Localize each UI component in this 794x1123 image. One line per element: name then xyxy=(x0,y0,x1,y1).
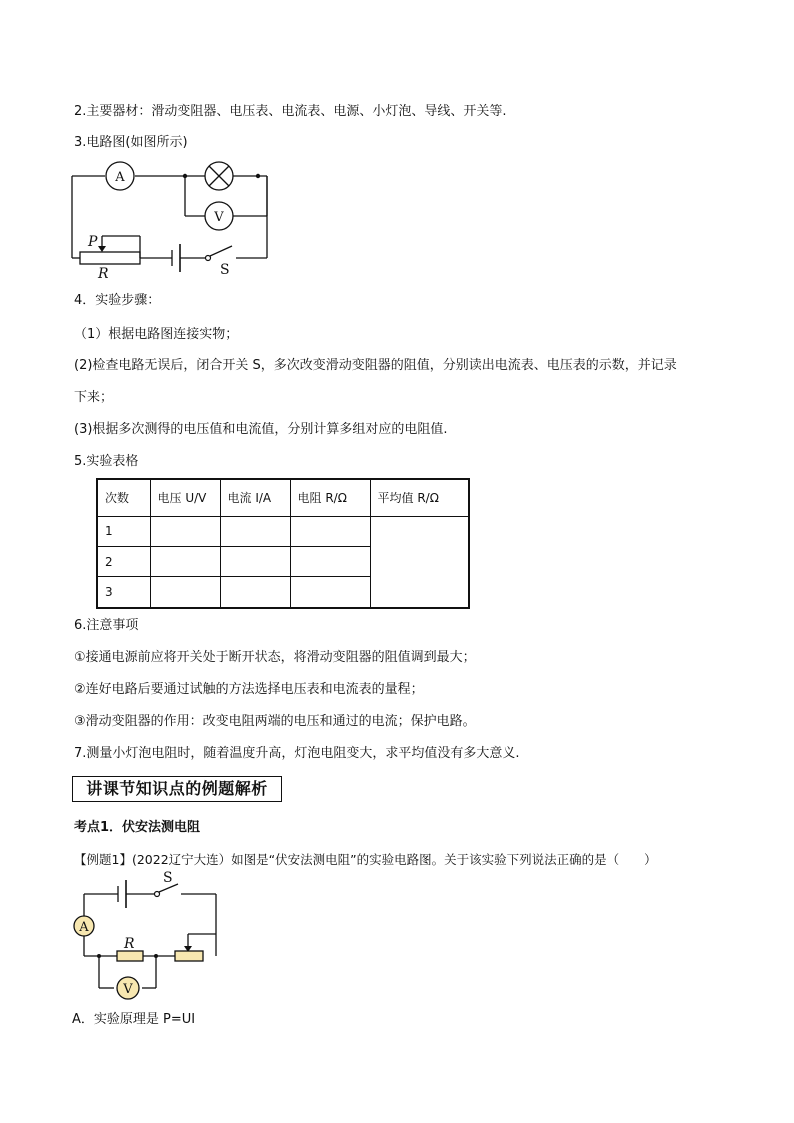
table-cell xyxy=(220,577,290,608)
table-header-cell: 电阻 R/Ω xyxy=(290,479,370,516)
note-7: 7.测量小灯泡电阻时，随着温度升高，灯泡电阻变大，求平均值没有多大意义. xyxy=(74,746,520,761)
table-cell xyxy=(290,577,370,608)
circuit-diagram-1 xyxy=(60,160,300,280)
step-3: (3)根据多次测得的电压值和电流值，分别计算多组对应的电阻值. xyxy=(74,422,448,437)
note-1: ①接通电源前应将开关处于断开状态，将滑动变阻器的阻值调到最大； xyxy=(74,650,476,665)
resistor-label: R xyxy=(98,266,109,282)
table-header-cell: 平均值 R/Ω xyxy=(370,479,469,516)
note-2: ②连好电路后要通过试触的方法选择电压表和电流表的量程； xyxy=(74,682,424,697)
ammeter-label: A xyxy=(115,170,125,185)
trial-number: 3 xyxy=(97,577,150,608)
switch-label: S xyxy=(163,870,173,886)
steps-title: 4．实验步骤： xyxy=(74,293,161,308)
table-cell xyxy=(220,516,290,546)
topic-heading: 考点1．伏安法测电阻 xyxy=(74,820,201,835)
slider-label: P xyxy=(88,234,98,250)
table-header-row xyxy=(97,479,469,516)
section-banner: 讲课节知识点的例题解析 xyxy=(72,776,282,802)
example-question: 【例题1】(2022辽宁大连）如图是“伏安法测电阻”的实验电路图。关于该实验下列说法正确的是（ ） xyxy=(74,852,657,867)
step-2-continued: 下来； xyxy=(74,390,114,405)
note-3: ③滑动变阻器的作用：改变电阻两端的电压和通过的电流；保护电路。 xyxy=(74,714,476,729)
table-cell xyxy=(290,547,370,577)
circuit-diagram-2 xyxy=(70,872,230,1002)
table-header-cell: 电流 I/A xyxy=(220,479,290,516)
average-cell xyxy=(370,516,469,608)
switch-label: S xyxy=(220,262,230,278)
option-a: A．实验原理是 P=UI xyxy=(72,1012,196,1027)
table-title: 5.实验表格 xyxy=(74,454,139,469)
materials-line: 2.主要器材：滑动变阻器、电压表、电流表、电源、小灯泡、导线、开关等. xyxy=(74,104,507,119)
table-cell xyxy=(220,547,290,577)
table-cell xyxy=(150,577,220,608)
table-cell xyxy=(150,516,220,546)
step-2: (2)检查电路无误后，闭合开关 S，多次改变滑动变阻器的阻值，分别读出电流表、电压表的示数，并记录 xyxy=(74,358,677,373)
resistor-label: R xyxy=(124,936,135,952)
ammeter-label: A xyxy=(79,920,89,935)
trial-number: 1 xyxy=(97,516,150,546)
trial-number: 2 xyxy=(97,547,150,577)
notes-title: 6.注意事项 xyxy=(74,618,139,633)
voltmeter-label: V xyxy=(214,210,224,225)
experiment-table xyxy=(96,478,470,609)
table-header-cell: 电压 U/V xyxy=(150,479,220,516)
table-cell xyxy=(290,516,370,546)
circuit-title: 3.电路图(如图所示) xyxy=(74,135,188,150)
step-1: （1）根据电路图连接实物； xyxy=(74,327,239,342)
table-row xyxy=(97,516,469,546)
voltmeter-label: V xyxy=(123,982,133,997)
table-cell xyxy=(150,547,220,577)
table-header-cell: 次数 xyxy=(97,479,150,516)
